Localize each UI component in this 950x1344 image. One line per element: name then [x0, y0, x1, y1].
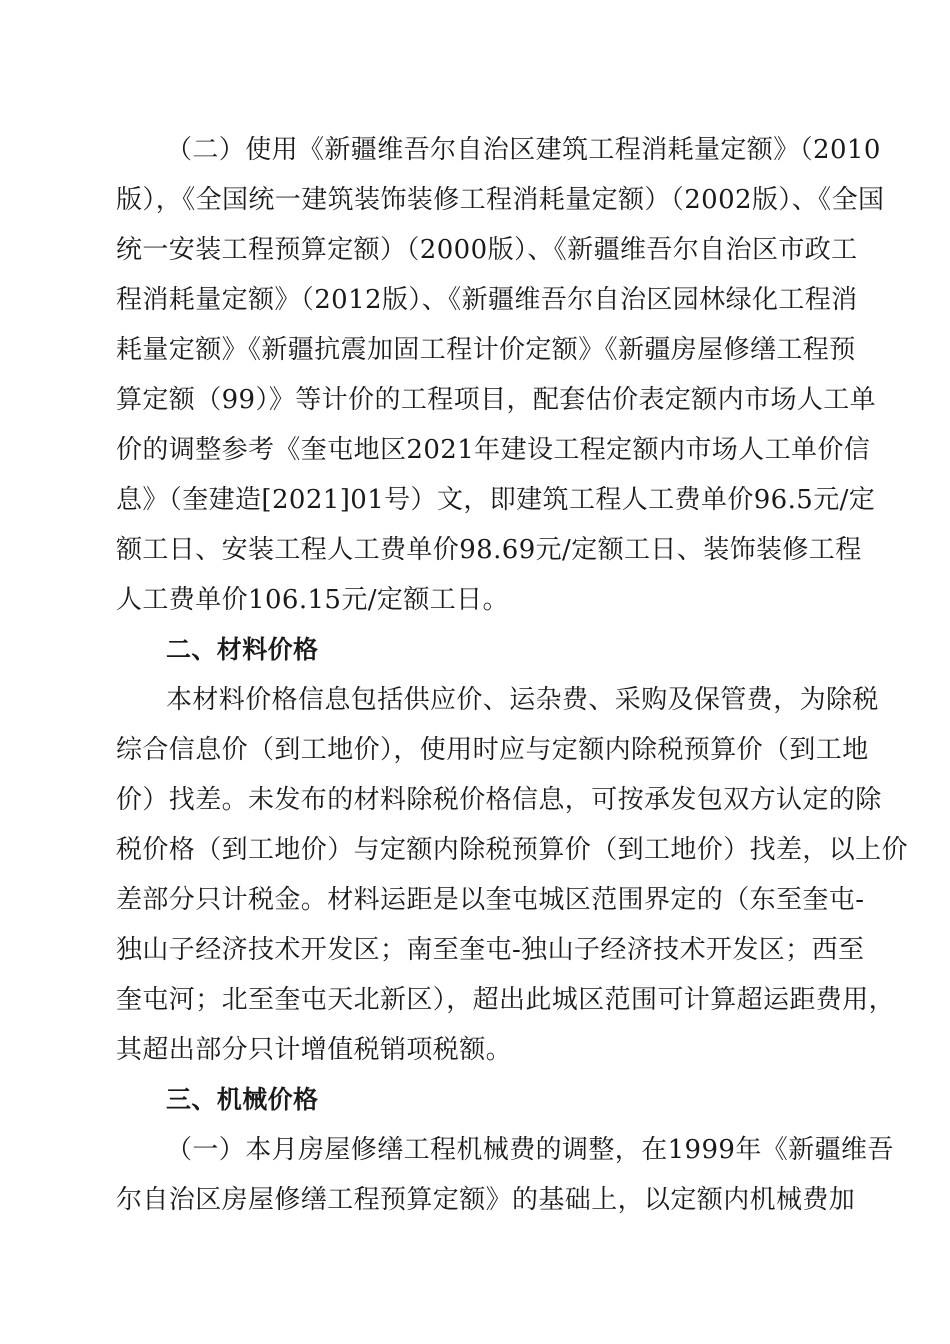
text-line: 奎屯河；北至奎屯天北新区），超出此城区范围可计算超运距费用，	[116, 985, 896, 1015]
section-heading-materials: 二、材料价格	[166, 635, 319, 664]
text-line: 其超出部分只计增值税销项税额。	[116, 1035, 513, 1065]
text-line: 耗量定额》《新疆抗震加固工程计价定额》《新疆房屋修缮工程预	[116, 335, 856, 365]
text-line: 本材料价格信息包括供应价、运杂费、采购及保管费，为除税	[166, 685, 879, 715]
text-line: 统一安装工程预算定额）（2000版）、《新疆维吾尔自治区市政工	[116, 235, 858, 265]
text-line: （二）使用《新疆维吾尔自治区建筑工程消耗量定额》（2010	[166, 135, 881, 165]
text-line: 程消耗量定额》（2012版）、《新疆维吾尔自治区园林绿化工程消	[116, 285, 858, 315]
text-line: 算定额（99）》等计价的工程项目，配套估价表定额内市场人工单	[116, 385, 877, 415]
text-line: 价的调整参考《奎屯地区2021年建设工程定额内市场人工单价信	[116, 435, 871, 465]
text-line: 综合信息价（到工地价），使用时应与定额内除税预算价（到工地	[116, 735, 869, 765]
text-line: 独山子经济技术开发区；南至奎屯-独山子经济技术开发区；西至	[116, 935, 865, 965]
text-line: 额工日、安装工程人工费单价98.69元/定额工日、装饰装修工程	[116, 535, 862, 565]
text-line: 差部分只计税金。材料运距是以奎屯城区范围界定的（东至奎屯-	[116, 885, 865, 915]
text-line: 尔自治区房屋修缮工程预算定额》的基础上，以定额内机械费加	[116, 1185, 856, 1215]
text-line: （一）本月房屋修缮工程机械费的调整，在1999年《新疆维吾	[166, 1135, 894, 1165]
text-line: 价）找差。未发布的材料除税价格信息，可按承发包双方认定的除	[116, 785, 882, 815]
text-line: 税价格（到工地价）与定额内除税预算价（到工地价）找差，以上价	[116, 835, 909, 865]
text-line: 版），《全国统一建筑装饰装修工程消耗量定额）（2002版）、《全国	[116, 185, 885, 215]
text-line: 人工费单价106.15元/定额工日。	[116, 585, 509, 615]
section-heading-machinery: 三、机械价格	[166, 1085, 319, 1114]
text-line: 息》（奎建造[2021]01号）文，即建筑工程人工费单价96.5元/定	[116, 485, 876, 515]
